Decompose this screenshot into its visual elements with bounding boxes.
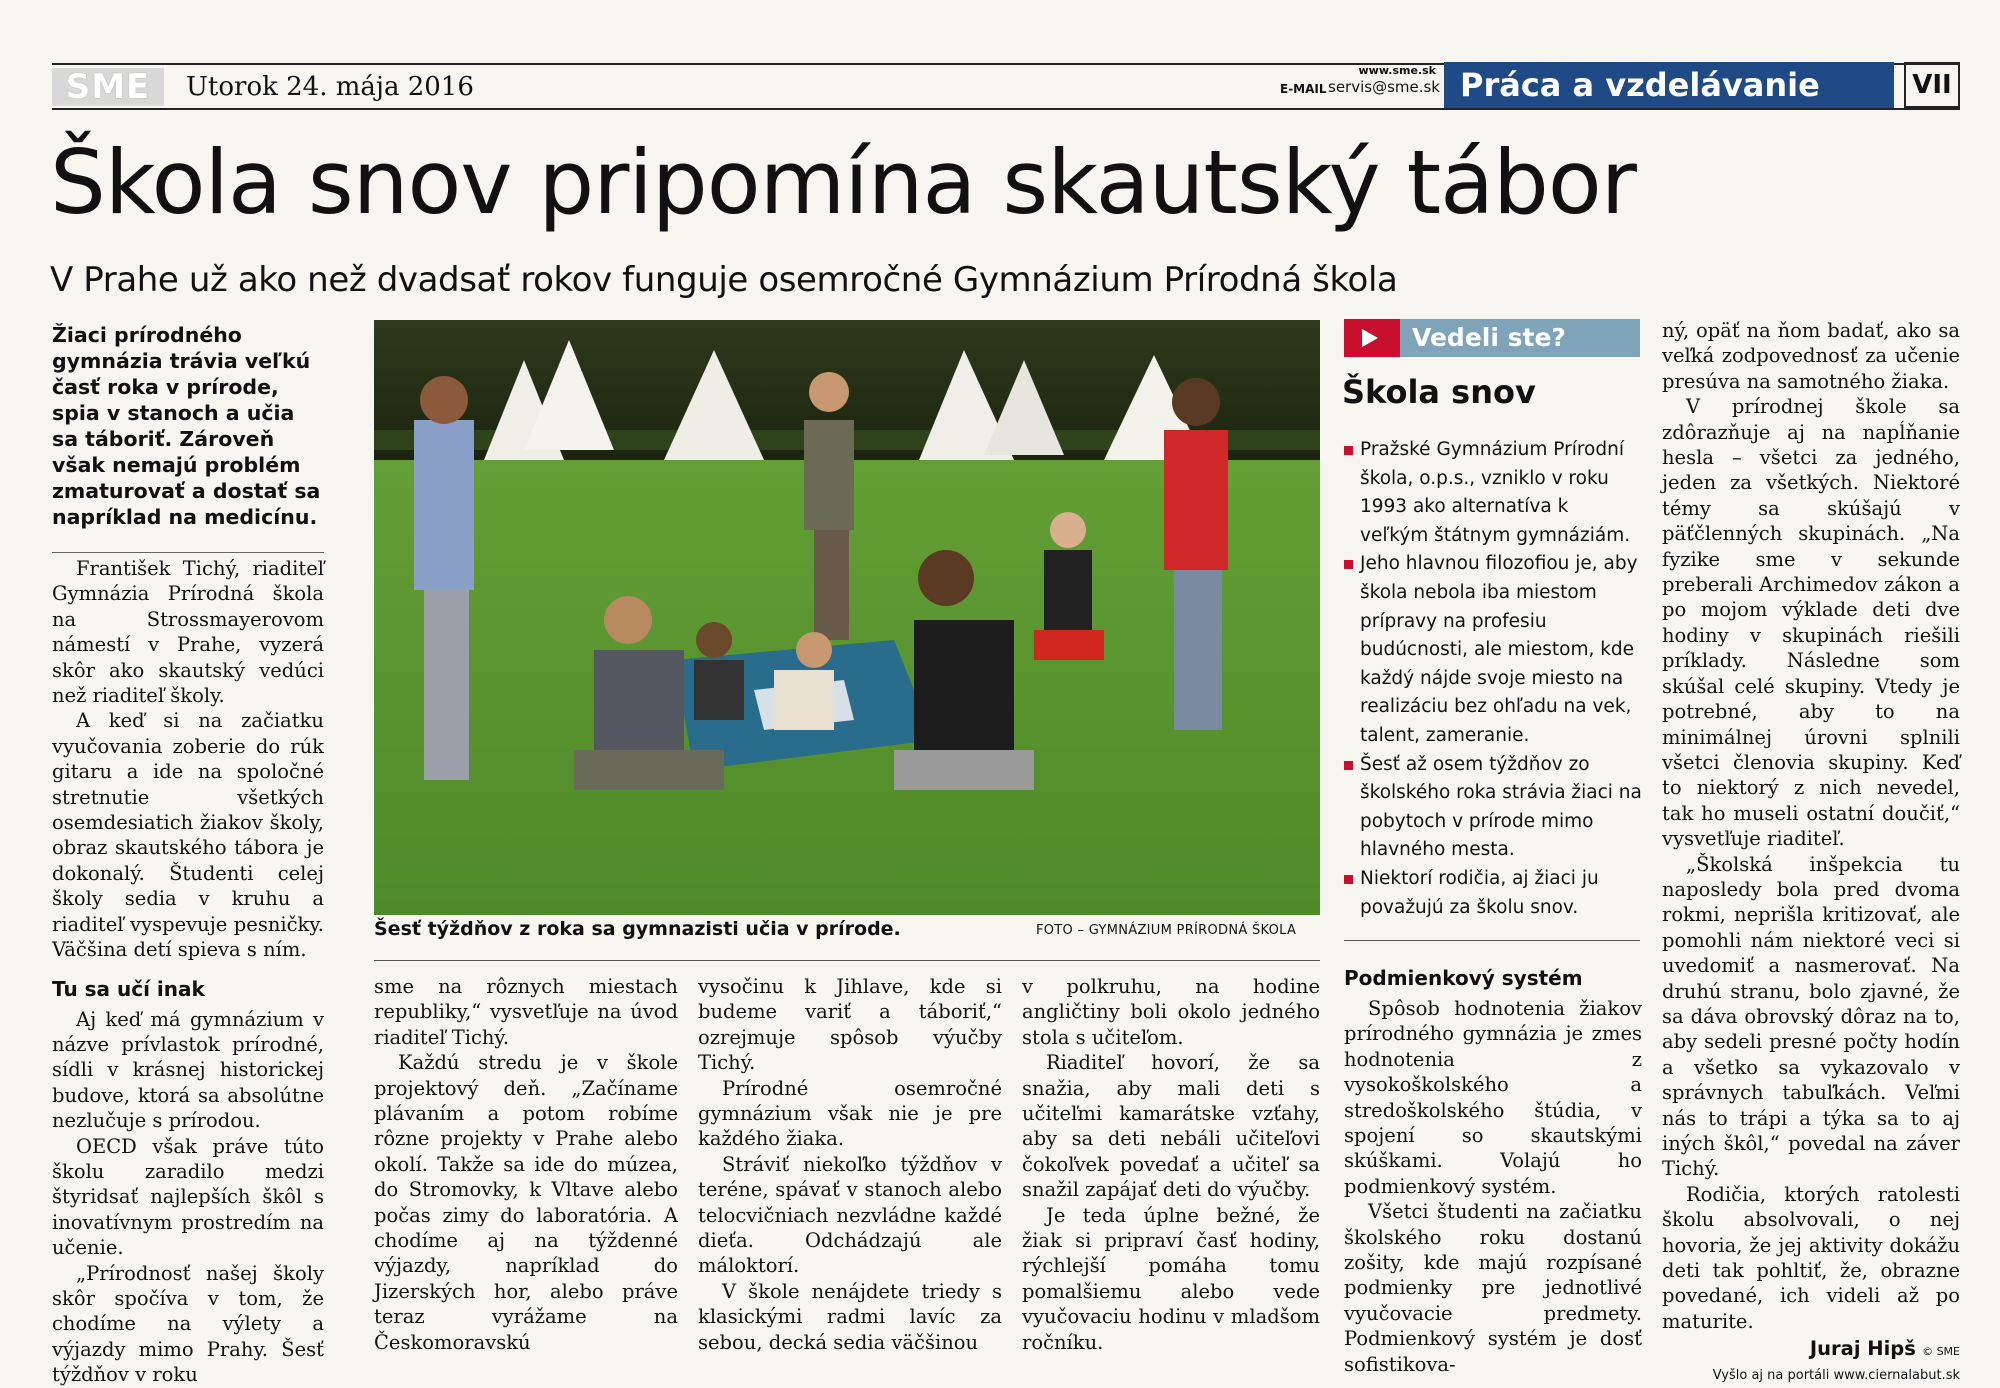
paragraph: vysočinu k Jihlave, kde si budeme variť a táboriť,“ ozrejmuje spôsob výučby Tichý.: [698, 975, 1002, 1075]
sidebar-facts: [1342, 436, 1642, 922]
article-subheadline: V Prahe už ako než dvadsať rokov funguje osemročné Gymnázium Prírodná škola: [50, 260, 1398, 300]
list-item: Niektorí rodičia, aj žiaci ju považujú za školu snov.: [1342, 865, 1642, 922]
column-1: [52, 556, 324, 1388]
header-rule-bottom: [52, 108, 1960, 110]
article-photo[interactable]: [374, 320, 1320, 915]
paragraph: Spôsob hodnotenia žiakov prírodného gymnázia je zmes hodnotenia z vysokoškolského a stredoškolského štúdia, v spojení so skautskými skúškami. Volajú ho podmienkový systém.: [1344, 997, 1642, 1198]
source-note[interactable]: Vyšlo aj na portáli www.ciernalabut.sk: [1712, 1367, 1960, 1383]
article-lead: Žiaci prírodného gymnázia trávia veľkú časť roka v prírode, spia v stanoch a učia sa táboriť. Zároveň však nemajú problém zmaturovať a dostať sa napríklad na medicínu.: [52, 323, 321, 529]
bullet-square-icon: [1344, 446, 1353, 455]
paragraph: „Prírodnosť našej školy skôr spočíva v tom, že chodíme na výlety a výjazdy mimo Prahy. Šesť týždňov v roku: [52, 1261, 324, 1387]
photo-divider: [374, 960, 1320, 961]
column-6: [1662, 318, 1960, 1387]
page-number: VII: [1904, 62, 1960, 108]
paragraph: Každú stredu je v škole projektový deň. „Začíname plávaním a potom robíme rôzne projekty v Prahe alebo okolí. Takže sa ide do múzea, do Stromovky, k Vltave alebo počas zimy do laboratória. A chodíme aj na týždenné výjazdy, napríklad do Jizerských hor, alebo práve teraz vyrážame na Českomoravskú: [374, 1051, 678, 1354]
section-subheading: Podmienkový systém: [1344, 966, 1583, 990]
paragraph: Aj keď má gymnázium v názve prívlastok prírodné, sídli v krásnej historickej budove, ktorá sa absolútne nezlučuje s prírodou.: [52, 1007, 324, 1133]
paragraph: František Tichý, riaditeľ Gymnázia Prírodná škola na Strossmayerovom námestí v Prahe, vyzerá skôr ako skautský vedúci než riaditeľ školy.: [52, 557, 324, 708]
paragraph: Stráviť niekoľko týždňov v teréne, spávať v stanoch alebo telocvičniach nezvládne každé dieťa. Odchádzajú ale máloktorí.: [698, 1152, 1002, 1278]
paragraph: Všetci študenti na začiatku školského roku dostanú zošity, kde majú rozpísané podmienky pre jednotlivé vyučovacie predmety. Podmienkový systém je dosť sofistikova-: [1344, 1200, 1642, 1376]
bullet-square-icon: [1344, 560, 1353, 569]
article-headline: Škola snov pripomína skautský tábor: [50, 131, 1636, 234]
list-item: Pražské Gymnázium Prírodní škola, o.p.s., vzniklo v roku 1993 ako alternatíva k veľkým štátnym gymnáziám.: [1342, 436, 1642, 550]
sme-logo[interactable]: SME: [52, 68, 164, 106]
paragraph: sme na rôznych miestach republiky,“ vysvetľuje na úvod riaditeľ Tichý.: [374, 975, 678, 1049]
lead-divider: [52, 552, 324, 553]
camp-scene-illustration: [374, 320, 1320, 915]
photo-caption: Šesť týždňov z roka sa gymnazisti učia v prírode.: [374, 918, 901, 940]
author-name: Juraj Hipš: [1809, 1337, 1916, 1361]
list-item: Šesť až osem týždňov zo školského roka strávia žiaci na pobytoch v prírode mimo hlavného mesta.: [1342, 751, 1642, 865]
paragraph: V škole nenájdete triedy s klasickými radmi lavíc za sebou, decká sedia väčšinou: [698, 1279, 1002, 1354]
paragraph: OECD však práve túto školu zaradilo medzi štyridsať najlepších škôl s inovatívnym prostredím na učenie.: [52, 1134, 324, 1260]
byline: [1662, 1336, 1960, 1364]
bullet-square-icon: [1344, 761, 1353, 770]
section-title: Práca a vzdelávanie: [1444, 62, 1894, 108]
paragraph: V prírodnej škole sa zdôrazňuje aj na napĺňanie hesla – všetci za jedného, jeden za všetkých. Niektoré témy sa skúšajú v päťčlenných skupinách. „Na fyzike sme v sekunde preberali Archimedov zákon a po mojom výklade deti dve hodiny v skupinách riešili príklady. Následne som skúšal celé skupiny. Vtedy je potrebné, aby to na minimálnej úrovni splnili všetci členovia skupiny. Keď to niektorý z nich nevedel, tak ho museli ostatní doučiť,“ vysvetľuje riaditeľ.: [1662, 395, 1960, 851]
issue-date: Utorok 24. mája 2016: [186, 72, 474, 102]
paragraph: Prírodné osemročné gymnázium však nie je pre každého žiaka.: [698, 1076, 1002, 1151]
column-5: [1344, 966, 1642, 1377]
photo-credit: FOTO – GYMNÁZIUM PRÍRODNÁ ŠKOLA: [1036, 923, 1297, 938]
column-4: [1022, 974, 1320, 1355]
section-subheading: Tu sa učí inak: [52, 976, 205, 1001]
paragraph: Rodičia, ktorých ratolesti školu absolvovali, o nej hovoria, že jej aktivity dokážu deti tak pohltiť, že, obrazne povedané, ich videli až po maturite.: [1662, 1182, 1960, 1333]
sidebar-title: Škola snov: [1342, 373, 1536, 411]
copyright: © SME: [1922, 1345, 1960, 1359]
bullet-square-icon: [1344, 875, 1353, 884]
column-2: [374, 974, 678, 1355]
paragraph: v polkruhu, na hodine angličtiny boli okolo jedného stola s učiteľom.: [1022, 975, 1320, 1049]
email-label: E-MAIL: [1280, 82, 1327, 96]
website-url[interactable]: www.sme.sk: [1358, 64, 1436, 77]
paragraph: A keď si na začiatku vyučovania zoberie do rúk gitaru a ide na spoločné stretnutie všetkých osemdesiatich žiakov školy, obraz skautského tábora je dokonalý. Študenti celej školy sedia v kruhu a riaditeľ vyspevuje pesničky. Väčšina detí spieva s ním.: [52, 709, 324, 962]
paragraph: Je teda úplne bežné, že žiak si pripraví časť hodiny, rýchlejší pomáha tomu pomalšiemu alebo vede vyučovaciu hodinu v mladšom ročníku.: [1022, 1203, 1320, 1354]
paragraph: „Školská inšpekcia tu naposledy bola pred dvoma rokmi, neprišla kritizovať, ale pomohli nám niektoré veci si uvedomiť a nasmerovať. Na druhú stranu, bolo zjavné, že sa dáva obrovský dôraz na to, aby sedeli presné počty hodín a všetko sa vykazovalo v správnych tabuľkách. Veľmi nás to trápi a týka sa to aj iných škôl,“ povedal na záver Tichý.: [1662, 852, 1960, 1181]
column-3: [698, 974, 1002, 1355]
sidebar-divider: [1344, 940, 1640, 941]
play-icon: [1362, 329, 1378, 347]
vedeli-ste-label: Vedeli ste?: [1412, 323, 1566, 352]
paragraph: ný, opäť na ňom badať, ako sa veľká zodpovednosť za učenie presúva na samotného žiaka.: [1662, 319, 1960, 393]
email-address[interactable]: servis@sme.sk: [1328, 78, 1440, 96]
list-item: Jeho hlavnou filozofiou je, aby škola nebola iba miestom prípravy na profesiu budúcnosti, ale miestom, kde každý nájde svoje miesto na realizáciu bez ohľadu na vek, talent, zameranie.: [1342, 550, 1642, 750]
paragraph: Riaditeľ hovorí, že sa snažia, aby mali deti s učiteľmi kamarátske vzťahy, aby sa deti nebáli učiteľovi čokoľvek povedať a učiteľ sa snažil zapájať deti do výučby.: [1022, 1051, 1320, 1202]
